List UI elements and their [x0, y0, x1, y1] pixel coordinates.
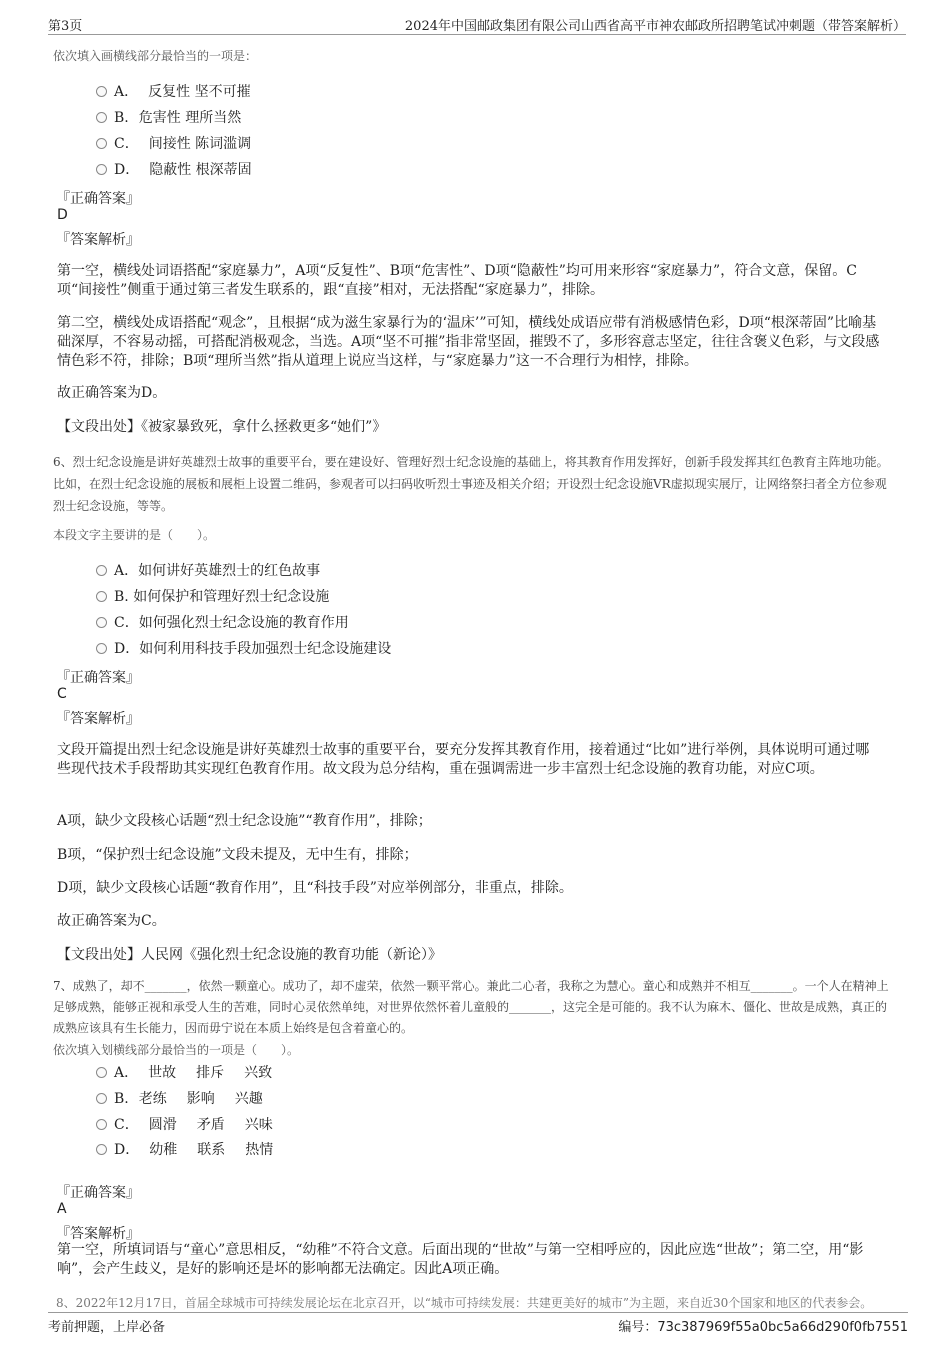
q7-option-a[interactable]: A． 世故 排斥 兴致 — [96, 1063, 272, 1083]
q7-analysis: 第一空，所填词语与“童心”意思相反，“幼稚”不符合文意。后面出现的“世故”与第一空相呼应的，因此应选“世故”；第二空，用“影响”，会产生歧义，是好的影响还是坏的影响都无法确定。因此A项正确。 — [57, 1242, 864, 1277]
q6-answer-label: 『正确答案』 — [56, 670, 140, 686]
q5-option-d[interactable]: D． 隐蔽性 根深蒂固 — [96, 160, 252, 180]
q5-answer: D — [57, 207, 68, 223]
radio-icon[interactable] — [96, 591, 107, 602]
q6-option-d[interactable]: D．如何利用科技手段加强烈士纪念设施建设 — [96, 639, 391, 659]
q6-analysis-p4: D项，缺少文段核心话题“教育作用”，且“科技手段”对应举例部分，非重点，排除。 — [57, 880, 573, 896]
q7-stem: 7、成熟了，却不_______，依然一颗童心。成功了，却不虚荣，依然一颗平常心。兼此二心者，我称之为慧心。童心和成熟并不相互_______。一个人在精神上足够成熟，能够正视和承受人生的苦难，同时心灵依然单纯，对世界依然怀着儿童般的_______，这完全是可能的。我不认为麻木、僵化、世故是成熟，真正的成熟应该具有生长能力，因而毋宁说在本质上始终是包含着童心的。 — [53, 979, 889, 1035]
q6-option-a[interactable]: A．如何讲好英雄烈士的红色故事 — [96, 561, 320, 581]
q5-source: 【文段出处】《被家暴致死，拿什么拯救更多“她们”》 — [57, 419, 387, 435]
q6-option-b[interactable]: B. 如何保护和管理好烈士纪念设施 — [96, 587, 329, 607]
q6-answer: C — [57, 686, 67, 702]
q7-answer-label: 『正确答案』 — [56, 1185, 140, 1201]
document-title: 2024年中国邮政集团有限公司山西省高平市神农邮政所招聘笔试冲刺题（带答案解析） — [404, 19, 906, 34]
q5-option-c[interactable]: C． 间接性 陈词滥调 — [96, 134, 251, 154]
radio-icon[interactable] — [96, 565, 107, 576]
q5-analysis-p1: 第一空，横线处词语搭配“家庭暴力”，A项“反复性”、B项“危害性”、D项“隐蔽性”均可用来形容“家庭暴力”，符合文意，保留。C项“间接性”侧重于通过第三者发生联系的，跟“直接”相对，无法搭配“家庭暴力”，排除。 — [57, 263, 857, 298]
q6-analysis-label: 『答案解析』 — [56, 711, 140, 727]
q5-option-b[interactable]: B. 危害性 理所当然 — [96, 108, 241, 128]
page-footer — [48, 1312, 908, 1333]
q7-analysis-label: 『答案解析』 — [56, 1226, 140, 1242]
page-number: 第3页 — [48, 19, 83, 34]
q8-stem-cut: 8、2022年12月17日，首届全球城市可持续发展论坛在北京召开，以“城市可持续发展：共建更美好的城市”为主题，来自近30个国家和地区的代表参会。 — [56, 1296, 873, 1310]
q6-source: 【文段出处】人民网《强化烈士纪念设施的教育功能（新论）》 — [57, 947, 442, 963]
radio-icon[interactable] — [96, 86, 107, 97]
radio-icon[interactable] — [96, 138, 107, 149]
q7-prompt: 依次填入划横线部分最恰当的一项是（ ）。 — [53, 1043, 300, 1057]
radio-icon[interactable] — [96, 1144, 107, 1155]
footer-slogan: 考前押题，上岸必备 — [48, 1320, 166, 1335]
footer-code: 编号：73c387969f55a0bc5a66d290f0fb7551 — [618, 1320, 908, 1335]
radio-icon[interactable] — [96, 643, 107, 654]
q5-analysis-p3: 故正确答案为D。 — [57, 385, 167, 401]
q7-option-c[interactable]: C． 圆滑 矛盾 兴味 — [96, 1115, 273, 1135]
q5-analysis-label: 『答案解析』 — [56, 232, 140, 248]
q7-option-d[interactable]: D． 幼稚 联系 热情 — [96, 1140, 273, 1160]
q6-analysis-p3: B项，“保护烈士纪念设施”文段未提及，无中生有，排除； — [57, 847, 418, 863]
radio-icon[interactable] — [96, 617, 107, 628]
q7-option-b[interactable]: B. 老练 影响 兴趣 — [96, 1089, 263, 1109]
q6-prompt: 本段文字主要讲的是（ ）。 — [53, 528, 216, 542]
q5-prompt: 依次填入画横线部分最恰当的一项是： — [53, 49, 258, 63]
radio-icon[interactable] — [96, 1067, 107, 1078]
q6-analysis-p5: 故正确答案为C。 — [57, 913, 166, 929]
q6-option-c[interactable]: C．如何强化烈士纪念设施的教育作用 — [96, 613, 349, 633]
radio-icon[interactable] — [96, 1093, 107, 1104]
q6-analysis-p1: 文段开篇提出烈士纪念设施是讲好英雄烈士故事的重要平台，要充分发挥其教育作用，接着通过“比如”进行举例，具体说明可通过哪些现代技术手段帮助其实现红色教育作用。故文段为总分结构，重在强调需进一步丰富烈士纪念设施的教育功能，对应C项。 — [57, 742, 870, 777]
q5-analysis-p2: 第二空，横线处成语搭配“观念”，且根据“成为滋生家暴行为的‘温床’”可知，横线处成语应带有消极感情色彩，D项“根深蒂固”比喻基础深厚，不容易动摇，可搭配消极观念，当选。A项“坚不可摧”指非常坚固，摧毁不了，多形容意志坚定，往往含褒义色彩，与文段感情色彩不符，排除；B项“理所当然”指从道理上说应当这样，与“家庭暴力”这一不合理行为相悖，排除。 — [57, 315, 880, 369]
q5-answer-label: 『正确答案』 — [56, 191, 140, 207]
q6-analysis-p2: A项，缺少文段核心话题“烈士纪念设施”“教育作用”，排除； — [57, 813, 432, 829]
q7-answer: A — [57, 1201, 67, 1217]
radio-icon[interactable] — [96, 112, 107, 123]
radio-icon[interactable] — [96, 1119, 107, 1130]
radio-icon[interactable] — [96, 164, 107, 175]
q6-stem: 6、烈士纪念设施是讲好英雄烈士故事的重要平台，要在建设好、管理好烈士纪念设施的基础上，将其教育作用发挥好，创新手段发挥其红色教育主阵地功能。比如，在烈士纪念设施的展板和展柜上设置二维码，参观者可以扫码收听烈士事迹及相关介绍；开设烈士纪念设施VR虚拟现实展厅，让网络祭扫者全方位参观烈士纪念设施，等等。 — [53, 455, 889, 513]
q5-option-a[interactable]: A． 反复性 坚不可摧 — [96, 82, 251, 102]
